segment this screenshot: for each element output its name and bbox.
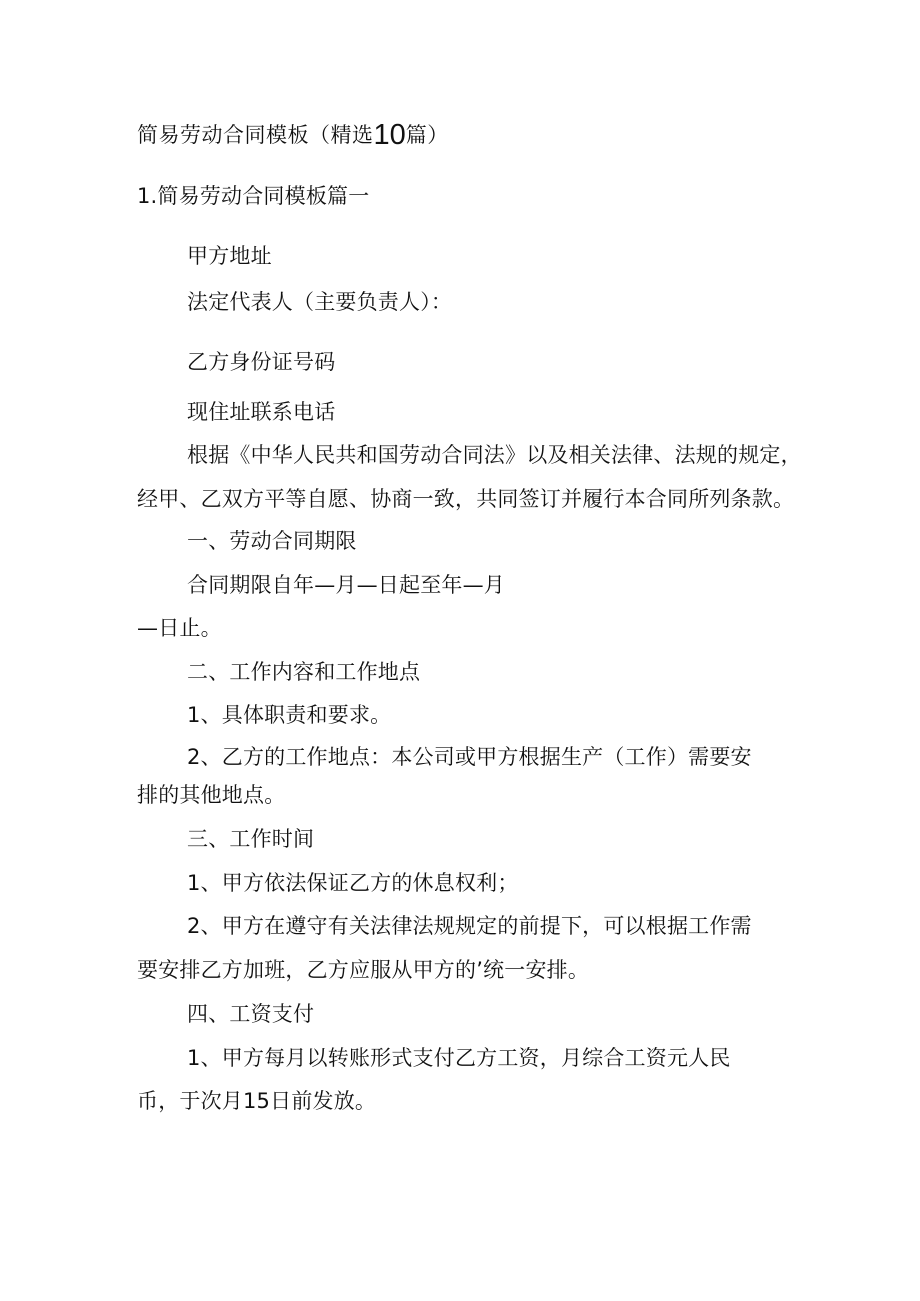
address-phone-label: 现住址联系电话 [187, 400, 336, 424]
clause-3-item-2-line-2: 要安排乙方加班，乙方应服从甲方的’统一安排。 [137, 958, 590, 982]
clause-1-text-line-1: 合同期限自年—月—日起至年—月 [187, 573, 505, 597]
clause-2-item-2-line-2: 排的其他地点。 [137, 783, 286, 807]
title-number: 10 [373, 119, 406, 151]
party-b-id-label: 乙方身份证号码 [187, 350, 336, 374]
title-suffix: 篇） [405, 123, 449, 147]
clause-1-text-line-2: —日止。 [137, 616, 222, 640]
clause-2-title: 二、工作内容和工作地点 [187, 660, 421, 684]
clause-3-item-2-line-1: 2、甲方在遵守有关法律法规规定的前提下，可以根据工作需 [187, 914, 752, 938]
clause-2-item-1: 1、具体职责和要求。 [187, 703, 392, 727]
title-prefix: 简易劳动合同模板（精选 [137, 123, 374, 147]
section-heading: 1.简易劳动合同模板篇一 [137, 184, 370, 208]
clause-4-item-1-line-1: 1、甲方每月以转账形式支付乙方工资，月综合工资元人民 [187, 1046, 731, 1070]
document-title [137, 121, 449, 150]
legal-representative-label: 法定代表人（主要负责人）： [187, 290, 453, 314]
preamble-line-1: 根据《中华人民共和国劳动合同法》以及相关法律、法规的规定， [187, 443, 802, 467]
clause-4-title: 四、工资支付 [187, 1002, 315, 1026]
party-a-address-label: 甲方地址 [187, 244, 272, 268]
clause-3-item-1: 1、甲方依法保证乙方的休息权利； [187, 871, 519, 895]
clause-4-item-1-line-2: 币，于次月15日前发放。 [137, 1089, 377, 1113]
clause-3-title: 三、工作时间 [187, 827, 315, 851]
preamble-line-2: 经甲、乙双方平等自愿、协商一致，共同签订并履行本合同所列条款。 [137, 487, 795, 511]
clause-1-title: 一、劳动合同期限 [187, 529, 357, 553]
clause-2-item-2-line-1: 2、乙方的工作地点：本公司或甲方根据生产（工作）需要安 [187, 745, 752, 769]
